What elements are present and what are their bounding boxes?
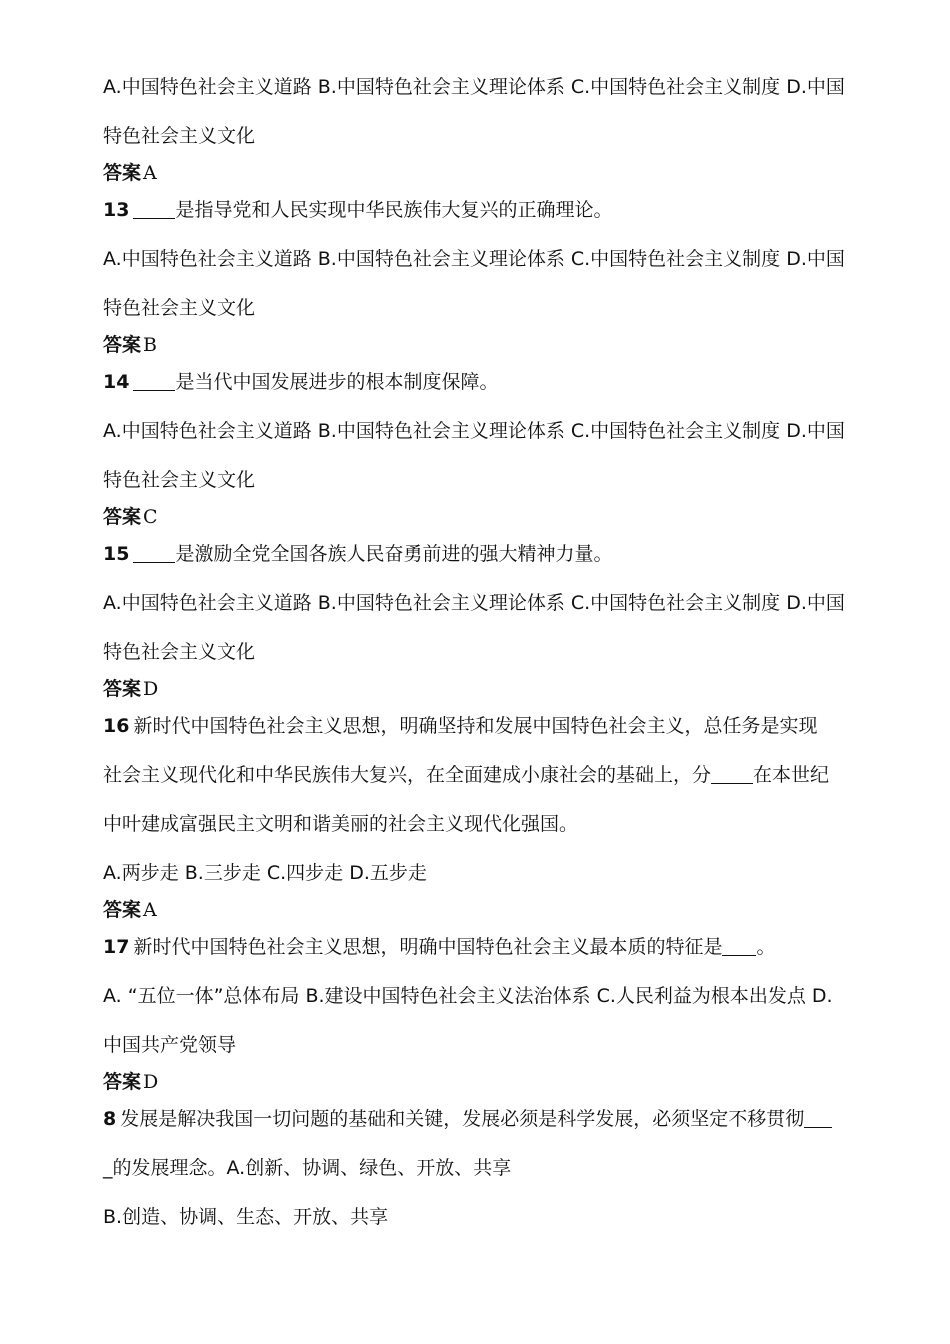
q13-question (103, 193, 843, 227)
answer-letter: D (143, 678, 159, 700)
answer-letter: D (143, 1071, 159, 1093)
q16-question-line1 (103, 709, 843, 743)
fill-blank (133, 370, 175, 391)
answer-label: 答案 (103, 506, 142, 528)
q15-answer (103, 672, 843, 706)
answer-label: 答案 (103, 1071, 142, 1093)
answer-letter: B (143, 334, 157, 356)
question-number: 13 (103, 199, 130, 221)
q17-options-line2: 中国共产党领导 (103, 1034, 237, 1056)
q15-options-line1: A.中国特色社会主义道路 B.中国特色社会主义理论体系 C.中国特色社会主义制度 D.中国 (103, 592, 845, 614)
q8-question-line2: _的发展理念。A.创新、协调、绿色、开放、共享 (103, 1157, 512, 1179)
q15-question (103, 537, 843, 571)
q13-options-line2: 特色社会主义文化 (103, 297, 256, 319)
question-text: 是指导党和人民实现中华民族伟大复兴的正确理论。 (175, 199, 613, 221)
answer-label: 答案 (103, 334, 142, 356)
question-text: 社会主义现代化和中华民族伟大复兴，在全面建成小康社会的基础上，分 (103, 764, 712, 786)
q16-question-line2 (103, 758, 843, 792)
question-text: 在本世纪 (753, 764, 830, 786)
q17-options-line1: A. “五位一体”总体布局 B.建设中国特色社会主义法治体系 C.人民利益为根本出发点 D. (103, 985, 833, 1007)
fill-blank (722, 935, 756, 956)
q14-answer (103, 500, 843, 534)
q16-options: A.两步走 B.三步走 C.四步走 D.五步走 (103, 862, 427, 884)
answer-letter: C (143, 506, 158, 528)
q17-question (103, 930, 843, 964)
question-text: 新时代中国特色社会主义思想，明确坚持和发展中国特色社会主义，总任务是实现 (133, 715, 818, 737)
question-number: 17 (103, 936, 130, 958)
q14-question (103, 365, 843, 399)
q14-options-line1: A.中国特色社会主义道路 B.中国特色社会主义理论体系 C.中国特色社会主义制度 D.中国 (103, 420, 845, 442)
question-text: 。 (756, 936, 776, 958)
q16-question-line3: 中叶建成富强民主文明和谐美丽的社会主义现代化强国。 (103, 813, 579, 835)
answer-label: 答案 (103, 162, 142, 184)
answer-letter: A (143, 162, 157, 184)
document-page (103, 70, 843, 1234)
question-text: 是当代中国发展进步的根本制度保障。 (175, 371, 499, 393)
question-text: 是激励全党全国各族人民奋勇前进的强大精神力量。 (175, 543, 613, 565)
answer-letter: A (143, 899, 157, 921)
question-number: 14 (103, 371, 130, 393)
answer-label: 答案 (103, 678, 142, 700)
fill-blank (804, 1107, 832, 1128)
q13-answer (103, 328, 843, 362)
question-number: 16 (103, 715, 130, 737)
question-number: 8 (103, 1108, 117, 1130)
q17-answer (103, 1065, 843, 1099)
question-number: 15 (103, 543, 130, 565)
q8-options-line: B.创造、协调、生态、开放、共享 (103, 1206, 389, 1228)
fill-blank (133, 542, 175, 563)
fill-blank (711, 763, 753, 784)
q12-answer (103, 156, 843, 190)
q12-options-line1: A.中国特色社会主义道路 B.中国特色社会主义理论体系 C.中国特色社会主义制度 D.中国 (103, 76, 845, 98)
question-text: 新时代中国特色社会主义思想，明确中国特色社会主义最本质的特征是 (133, 936, 723, 958)
q15-options-line2: 特色社会主义文化 (103, 641, 256, 663)
question-text: 发展是解决我国一切问题的基础和关键，发展必须是科学发展，必须坚定不移贯彻 (120, 1108, 805, 1130)
q12-options-line2: 特色社会主义文化 (103, 125, 256, 147)
answer-label: 答案 (103, 899, 142, 921)
q16-answer (103, 893, 843, 927)
q13-options-line1: A.中国特色社会主义道路 B.中国特色社会主义理论体系 C.中国特色社会主义制度 D.中国 (103, 248, 845, 270)
fill-blank (133, 198, 175, 219)
q14-options-line2: 特色社会主义文化 (103, 469, 256, 491)
q8-question-line1 (103, 1102, 843, 1136)
